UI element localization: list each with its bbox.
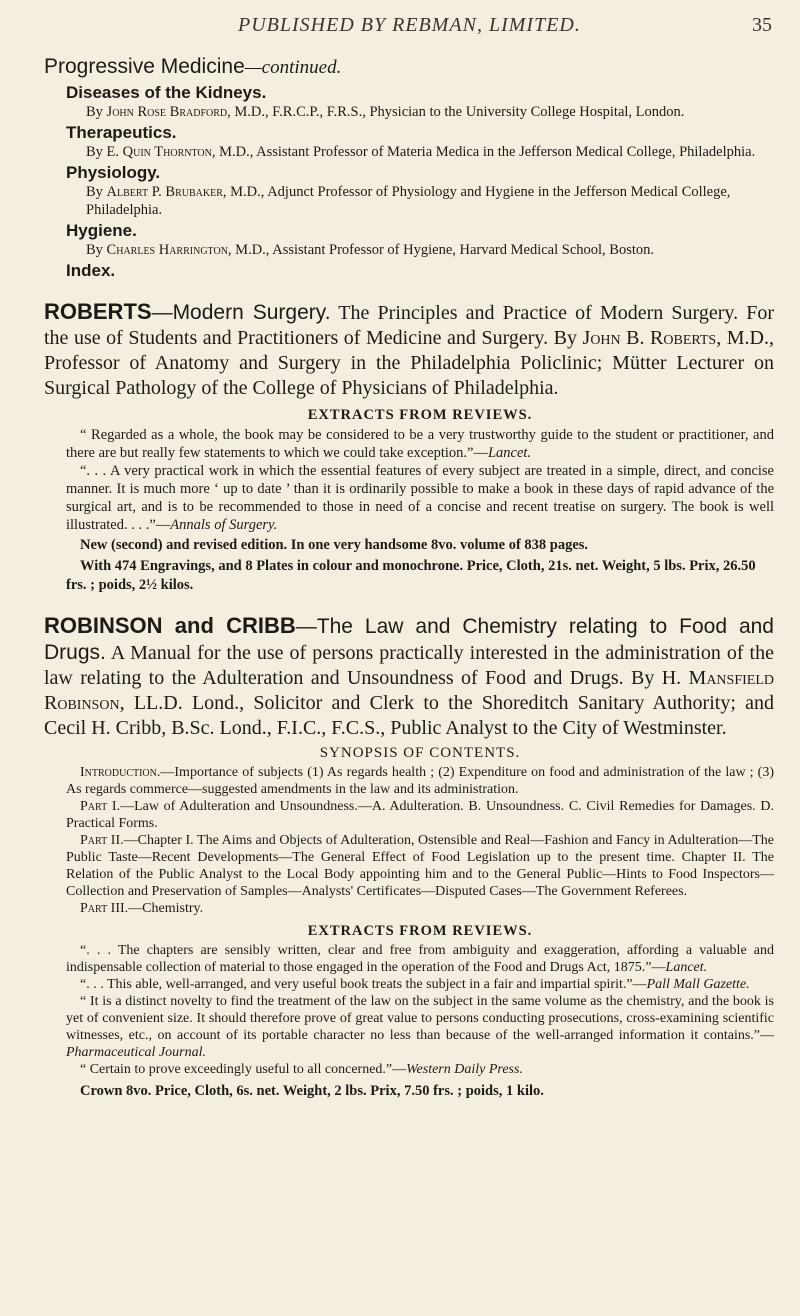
review-quote (66, 993, 774, 1061)
subsection-physiology (66, 163, 774, 219)
page-content (44, 54, 774, 1101)
author-name: Charles Harrington (106, 242, 228, 258)
subsection-author-line (86, 103, 774, 121)
author-credentials: , M.D., Assistant Professor of Hygiene, Harvard Medical School, Boston. (227, 242, 655, 258)
subsection-author-line (86, 143, 774, 161)
review-text: “ Certain to prove exceedingly useful to all concerned.”— (80, 1062, 407, 1077)
synopsis-lead: Part III. (80, 901, 129, 916)
review-quote (66, 1061, 774, 1078)
author-name: Quin Thornton (122, 144, 212, 160)
extracts-heading: EXTRACTS FROM REVIEWS. (307, 407, 533, 423)
review-text: “. . . The chapters are sensibly written, clear and free from ambiguity and exaggeration, affording a valuable and indispensable collection of material to those engaged in the operation of the Food and Drugs Act, 1875.”— (66, 943, 774, 975)
publication-price: With 474 Engravings, and 8 Plates in colour and monochrone. Price, Cloth, 21s. net. Weight, 5 lbs. Prix, 26.50 frs. ; poids, 2½ kilos. (66, 558, 756, 593)
by-text: By E. (86, 144, 123, 160)
synopsis-item (66, 764, 774, 798)
book-author-key: ROBINSON and CRIBB (44, 613, 296, 638)
review-text: “ Regarded as a whole, the book may be considered to be a very trustworthy guide to the student or practitioner, and there are but really few statements to which we could take exception.”— (66, 427, 774, 461)
subsection-author-line (86, 183, 774, 219)
review-source: Annals of Surgery. (170, 517, 278, 533)
review-quote (66, 976, 774, 993)
synopsis-text: —Chapter I. The Aims and Objects of Adulteration, Ostensible and Real—Fashion and Fancy in Adulteration—The Public Taste—Recent Developments—The General Effect of Food Legislation up to the present time. Chapter II. The Relation of the Public Analyst to the Local Body appointing him and to the General Public—Hints to Food Inspectors—Collection and Preservation of Samples—Analysts' Certificates—Disputed Cases—The Government Referees. (66, 833, 774, 899)
publication-info: New (second) and revised edition. In one very handsome 8vo. volume of 838 pages. (80, 537, 589, 553)
book-body (66, 407, 774, 595)
review-text: “. . . A very practical work in which the essential features of every subject are treated in a simple, direct, and concise manner. It is much more ‘ up to date ’ than it is ordinarily possible to make a book in these days of rapid advance of the surgical art, and is to be recommended to those in need of a concise and recent treatise on surgery. The book is well illustrated. . . .”— (66, 463, 774, 533)
by-text: By (86, 242, 107, 258)
review-source: Pharmaceutical Journal. (66, 1045, 206, 1060)
author-name: Albert P. Brubaker (106, 184, 223, 200)
synopsis-item (66, 798, 774, 832)
review-source: Western Daily Press. (406, 1062, 523, 1077)
synopsis-heading: SYNOPSIS OF CONTENTS. (319, 745, 521, 761)
review-source: Lancet. (665, 960, 708, 975)
subsection-kidneys (66, 83, 774, 121)
section-continued: —continued. (244, 57, 342, 78)
synopsis-lead: Part I. (80, 799, 121, 814)
book-body (66, 745, 774, 1101)
author-credentials: , M.D., Assistant Professor of Materia Medica in the Jefferson Medical College, Philadelphia. (211, 144, 756, 160)
subsection-title: Therapeutics. (66, 123, 177, 142)
review-quote (66, 462, 774, 534)
progressive-medicine-section (44, 54, 774, 281)
subsection-title: Physiology. (66, 163, 161, 182)
review-source: Lancet. (487, 445, 532, 461)
review-text: “ It is a distinct novelty to find the treatment of the law on the subject in the same volume as the chemistry, and the book is yet of convenient size. It should therefore prove of great value to persons conducting prosecutions, cross-examining scientific witnesses, etc., on account of its portable character no less than because of the well-arranged information it contains.”— (66, 994, 774, 1043)
author-name: John Rose Bradford (106, 104, 228, 120)
book-author-key: ROBERTS (44, 299, 152, 324)
synopsis-lead: Introduction. (80, 765, 161, 780)
review-quote (66, 426, 774, 462)
subsection-hygiene (66, 221, 774, 259)
synopsis-text: —Importance of subjects (1) As regards health ; (2) Expenditure on food and administration of the law ; (3) As regards commerce—suggested amendments in the law and its administration. (66, 765, 774, 797)
book-title-rest: The Principles and Practice of Modern Surgery. For the use of Students and Practitioners of Medicine and Surgery. By (44, 302, 774, 349)
book-author-name: John B. Roberts (582, 327, 717, 349)
review-source: Pall Mall Gazette. (646, 977, 750, 992)
synopsis-text: —Chemistry. (128, 901, 204, 916)
page-number: 35 (752, 14, 772, 36)
synopsis-lead: Part II. (80, 833, 124, 848)
extracts-heading: EXTRACTS FROM REVIEWS. (307, 923, 533, 939)
author-credentials: , M.D., Adjunct Professor of Physiology and Hygiene in the Jefferson Medical College, Philadelphia. (86, 184, 731, 218)
by-text: By (86, 104, 107, 120)
book-title-tail: , M.D., Professor of Anatomy and Surgery in the Philadelphia Policlinic; Mütter Lecturer on Surgical Pathology of the College of Physicians of Philadelphia. (44, 327, 774, 399)
synopsis-text: —Law of Adulteration and Unsoundness.—A. Adulteration. B. Unsoundness. C. Civil Remedies for Damages. D. Practical Forms. (66, 799, 774, 831)
review-quote (66, 942, 774, 976)
running-head (0, 10, 800, 40)
subsection-title: Hygiene. (66, 221, 137, 240)
by-text: By (86, 184, 107, 200)
section-heading (44, 54, 774, 81)
book-title (44, 299, 774, 401)
book-title (44, 613, 774, 741)
book-title-rest: A Manual for the use of persons practically interested in the administration of the law relating to the Adulteration and Unsoundness of Food and Drugs. By (44, 642, 774, 689)
publication-info: Crown 8vo. Price, Cloth, 6s. net. Weight, 2 lbs. Prix, 7.50 frs. ; poids, 1 kilo. (80, 1083, 544, 1099)
synopsis-item (66, 900, 774, 917)
book-title-tail: , LL.D. Lond., Solicitor and Clerk to the Shoreditch Sanitary Authority; and Cecil H. Cribb, B.Sc. Lond., F.I.C., F.C.S., Public Analyst to the City of Westminster. (44, 692, 774, 739)
subsection-title: Diseases of the Kidneys. (66, 83, 267, 102)
review-text: “. . . This able, well-arranged, and very useful book treats the subject in a fair and impartial spirit.”— (80, 977, 647, 992)
subsection-index (66, 261, 774, 281)
synopsis-item (66, 832, 774, 900)
running-head-title: PUBLISHED BY REBMAN, LIMITED. (238, 14, 581, 36)
book-title-lead: —The Law and Chemistry relating to Food and Drugs. (44, 615, 774, 664)
author-credentials: , M.D., F.R.C.P., F.R.S., Physician to the University College Hospital, London. (227, 104, 685, 120)
book-author-name: H. Mansfield Robinson (44, 667, 774, 714)
section-heading-text: Progressive Medicine (44, 55, 245, 78)
subsection-therapeutics (66, 123, 774, 161)
book-entry-robinson-cribb (44, 613, 774, 1101)
subsection-title: Index. (66, 261, 116, 280)
book-title-lead: —Modern Surgery. (151, 301, 331, 324)
subsection-author-line (86, 241, 774, 259)
book-entry-roberts (44, 299, 774, 595)
